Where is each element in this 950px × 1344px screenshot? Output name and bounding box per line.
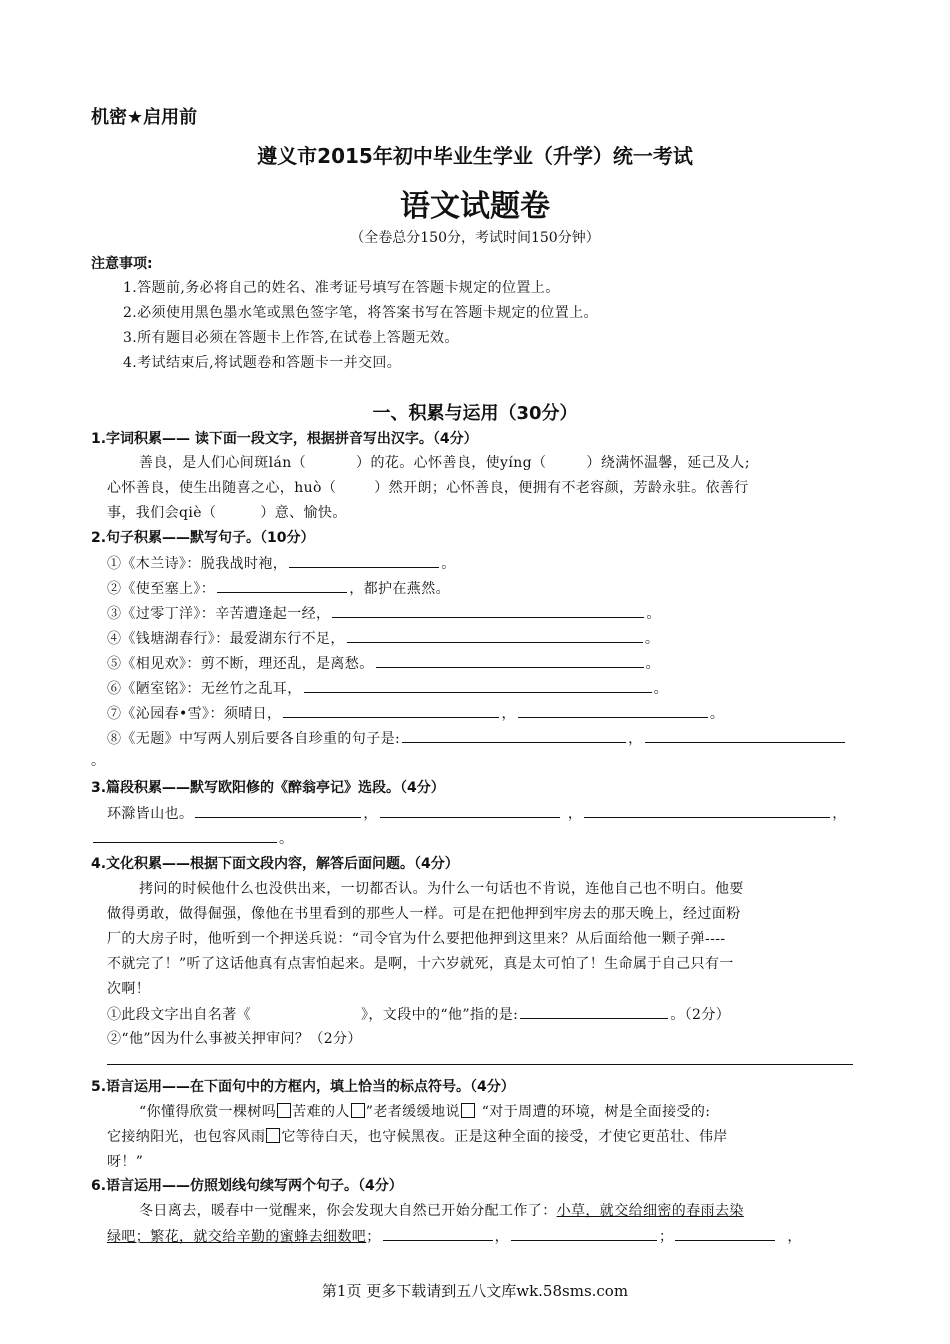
exam-title: 遵义市2015年初中毕业生学业（升学）统一考试 [257, 144, 693, 168]
section-title: 一、积累与运用（30分） [372, 403, 578, 424]
page-footer: 第1页 更多下载请到五八文库wk.58sms.com [321, 1282, 629, 1300]
question-title: 6.语言运用——仿照划线句续写两个句子。（4分） [91, 1178, 403, 1194]
q4-sub2: ②“他”因为什么事被关押审问？（2分） [107, 1031, 362, 1047]
q4-para-line: 拷问的时候他什么也没供出来，一切都否认。为什么一句话也不肯说，连他自己也不明白。他要 [139, 881, 744, 897]
q3-line2: 。 [91, 827, 293, 848]
q1-line3: 事，我们会qiè（ ）意、愉快。 [107, 505, 347, 521]
answer-blank[interactable] [675, 1225, 775, 1241]
answer-blank[interactable] [195, 802, 361, 818]
q2-item: ⑦《沁园春•雪》：须晴日， ， 。 [107, 702, 724, 723]
punctuation-box[interactable] [266, 1128, 280, 1143]
answer-blank[interactable] [217, 577, 347, 593]
q4-para-line: 做得勇敢，做得倔强，像他在书里看到的那些人一样。可是在把他押到牢房去的那天晚上，经过面粉 [107, 906, 741, 922]
question-title: 5.语言运用——在下面句中的方框内，填上恰当的标点符号。（4分） [91, 1079, 515, 1095]
answer-blank[interactable] [584, 802, 830, 818]
answer-line[interactable] [107, 1064, 853, 1065]
answer-blank[interactable] [380, 802, 560, 818]
q6-line1: 冬日离去，暖春中一觉醒来，你会发现大自然已开始分配工作了：小草，就交给细密的春雨去染 [139, 1203, 744, 1219]
q2-item: ④《钱塘湖春行》：最爱湖东行不足， 。 [107, 627, 659, 648]
notice-title: 注意事项: [91, 256, 153, 272]
q5-line3: 呀！” [107, 1154, 144, 1170]
answer-blank[interactable] [332, 602, 644, 618]
q2-item: ⑥《陋室铭》：无丝竹之乱耳， 。 [107, 677, 668, 698]
notice-item: 1.答题前,务必将自己的姓名、准考证号填写在答题卡规定的位置上。 [123, 280, 560, 296]
q4-sub1: ①此段文字出自名著《 》，文段中的“他”指的是: 。（2分） [107, 1003, 730, 1024]
q4-para-line: 不就完了！”听了这话他真有点害怕起来。是啊，十六岁就死，真是太可怕了！生命属于自己只有一 [107, 956, 734, 972]
notice-item: 2.必须使用黑色墨水笔或黑色签字笔，将答案书写在答题卡规定的位置上。 [123, 305, 598, 321]
secret-label: 机密★启用前 [91, 107, 198, 128]
answer-blank[interactable] [383, 1225, 493, 1241]
question-title: 4.文化积累——根据下面文段内容，解答后面问题。（4分） [91, 856, 459, 872]
score-time: （全卷总分150分，考试时间150分钟） [350, 230, 600, 246]
q4-para-line: 次啊！ [107, 981, 151, 997]
answer-blank[interactable] [304, 677, 652, 693]
answer-blank[interactable] [402, 727, 626, 743]
answer-blank[interactable] [376, 652, 644, 668]
q1-line1: 善良，是人们心间斑lán（ ）的花。心怀善良，使yíng（ ）绕满怀温馨，延己及人; [139, 455, 750, 471]
answer-blank[interactable] [511, 1225, 657, 1241]
q2-item: ⑧《无题》中写两人别后要各自珍重的句子是: ， [107, 727, 847, 748]
punctuation-box[interactable] [461, 1103, 475, 1118]
q5-line2: 它接纳阳光，也包容风雨 它等待白天，也守候黑夜。正是这种全面的接受，才使它更茁壮、伟岸 [107, 1129, 728, 1145]
punctuation-box[interactable] [351, 1103, 365, 1118]
q2-item: ③《过零丁洋》：辛苦遭逢起一经， 。 [107, 602, 661, 623]
answer-blank[interactable] [520, 1003, 668, 1019]
question-title: 3.篇段积累——默写欧阳修的《醉翁亭记》选段。（4分） [91, 780, 445, 796]
q2-item: ⑤《相见欢》：剪不断，理还乱，是离愁。 。 [107, 652, 660, 673]
answer-blank[interactable] [518, 702, 708, 718]
q2-item: ②《使至塞上》： ，都护在燕然。 [107, 577, 450, 598]
q5-line1: “你懂得欣赏一棵树吗 苦难的人 ”老者缓缓地说 “对于周遭的环境，树是全面接受的: [139, 1104, 711, 1120]
paper-title: 语文试题卷 [400, 189, 550, 224]
punctuation-box[interactable] [277, 1103, 291, 1118]
q3-line: 环滁皆山也。 ， ， ， [107, 802, 847, 823]
question-title: 2.句子积累——默写句子。（10分） [91, 530, 315, 546]
answer-blank[interactable] [289, 552, 439, 568]
question-title: 1.字词积累—— 读下面一段文字，根据拼音写出汉字。（4分） [91, 431, 478, 447]
notice-item: 3.所有题目必须在答题卡上作答,在试卷上答题无效。 [123, 330, 459, 346]
q2-item: ①《木兰诗》：脱我战时袍， 。 [107, 552, 456, 573]
q2-item-end: 。 [91, 753, 106, 769]
notice-item: 4.考试结束后,将试题卷和答题卡一并交回。 [123, 355, 402, 371]
answer-blank[interactable] [347, 627, 643, 643]
q4-para-line: 厂的大房子时，他听到一个押送兵说：“司令官为什么要把他押到这里来？从后面给他一颗子弹---- [107, 931, 726, 947]
q6-line2: 绿吧；繁花，就交给辛勤的蜜蜂去细数吧； ， ； ， [107, 1225, 802, 1246]
answer-blank[interactable] [283, 702, 499, 718]
answer-blank[interactable] [645, 727, 845, 743]
q1-line2: 心怀善良，使生出随喜之心，huò（ ）然开朗；心怀善良，便拥有不老容颜，芳龄永驻。依善行 [107, 480, 749, 496]
answer-blank[interactable] [93, 827, 277, 843]
